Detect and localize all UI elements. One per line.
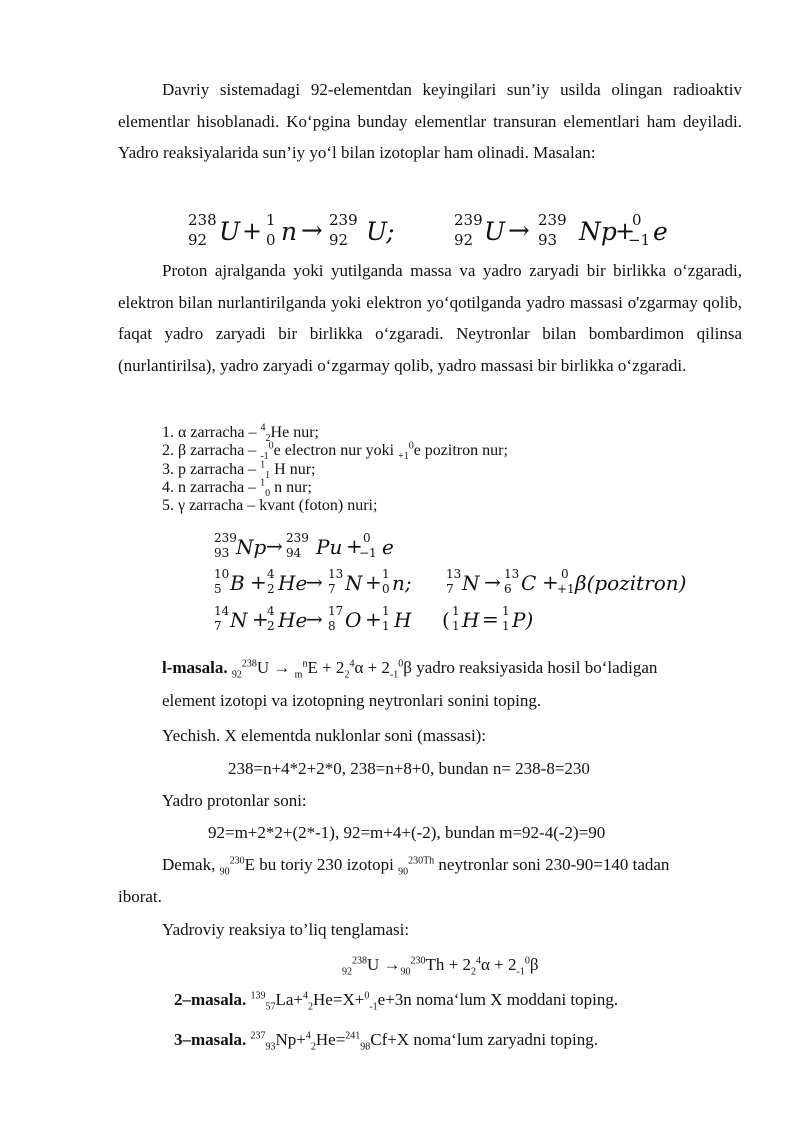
svg-text:239: 239 (454, 211, 483, 229)
svg-text:0: 0 (363, 531, 371, 545)
particle-list (162, 424, 508, 515)
svg-text:+: + (242, 217, 263, 245)
svg-text:239: 239 (538, 211, 567, 229)
solution-line-4: 92=m+2*2+(2*-1), 92=m+4+(-2), bundan m=92-4(-2)=90 (208, 823, 606, 842)
svg-text:0: 0 (382, 582, 390, 596)
svg-text:n;: n; (392, 571, 412, 595)
svg-text:He: He (278, 608, 308, 632)
task2-label: 2–masala. (174, 990, 247, 1009)
task3-line: 3–masala. $^{237}_{93}$Np+$^4_2$He=$^{241}_{98}$Cf+X noma‘lum zaryadni toping. (174, 1030, 599, 1053)
svg-text:→: → (508, 216, 530, 246)
svg-text:238: 238 (188, 211, 217, 229)
svg-text:+: + (615, 217, 636, 245)
svg-text:2: 2 (267, 619, 275, 633)
svg-text:13: 13 (328, 567, 344, 581)
svg-text:+: + (365, 607, 382, 631)
list-item: 1. α zarracha – $^4_2$He nur; (162, 422, 319, 445)
solution-line-8: $_{92}^{238}U \to_{90}^{230}Th + 2_2^4\alpha + 2_{-1}^0\beta$ (342, 955, 539, 978)
svg-text:→: → (266, 534, 283, 558)
svg-text:92: 92 (329, 231, 349, 249)
svg-text:92: 92 (188, 231, 208, 249)
paragraph-proton (118, 255, 742, 381)
solution-line-7: Yadroviy reaksiya to’liq tenglamasi: (162, 920, 410, 939)
svg-text:94: 94 (286, 546, 302, 560)
svg-text:0: 0 (561, 567, 569, 581)
solution-line-5: Demak, $_{90}^{230}$E bu toriy 230 izotopi $_{90}^{230Th}$ neytronlar soni 230-90=140 tadan (162, 855, 670, 878)
svg-text:Np: Np (579, 217, 617, 246)
svg-text:8: 8 (328, 619, 336, 633)
svg-text:93: 93 (214, 546, 230, 560)
svg-text:1: 1 (382, 567, 390, 581)
svg-text:n: n (281, 217, 298, 246)
task1-line: l-masala. $_{92}^{238}U \to _m^nE + 2_2^4\alpha + 2_{-1}^0\beta$ yadro reaksiyasida hosil bo‘ladigan (162, 658, 658, 681)
svg-text:1: 1 (382, 619, 390, 633)
svg-text:C: C (521, 571, 537, 595)
list-item: 4. n zarracha – $^1_0$ n nur; (162, 477, 312, 500)
svg-text:6: 6 (504, 582, 512, 596)
task1-cont: element izotopi va izotopning neytronlari sonini toping. (162, 691, 542, 710)
svg-text:4: 4 (267, 567, 275, 581)
svg-text:O: O (345, 608, 362, 632)
svg-text:N: N (345, 571, 363, 595)
svg-text:β(pozitron): β(pozitron) (575, 571, 687, 595)
task1-label: l-masala. (162, 658, 228, 677)
svg-text:e: e (382, 535, 394, 559)
task2-line: 2–masala. $^{139}_{57}$La+$^4_2$He=X+$^0_{-1}$e+3n noma‘lum X moddani toping. (174, 990, 619, 1013)
svg-text:+1: +1 (557, 582, 575, 596)
svg-text:→: → (306, 570, 323, 594)
svg-text:93: 93 (538, 231, 558, 249)
svg-text:0: 0 (632, 211, 642, 229)
svg-text:U: U (219, 217, 241, 246)
list-item: 2. β zarracha – $_{-1}^0$e electron nur yoki $_{+1}^0$e pozitron nur; (162, 440, 508, 463)
svg-text:P): P) (512, 608, 534, 632)
svg-text:Pu: Pu (316, 535, 343, 559)
svg-text:92: 92 (454, 231, 474, 249)
svg-text:→: → (484, 570, 501, 594)
svg-text:2: 2 (267, 582, 275, 596)
svg-text:7: 7 (214, 619, 222, 633)
solution-line-2: 238=n+4*2+2*0, 238=n+8+0, bundan n= 238-8=230 (228, 759, 590, 778)
svg-text:U;: U; (366, 217, 395, 246)
svg-text:+: + (250, 570, 267, 594)
solution-line-6: iborat. (118, 887, 162, 906)
svg-text:N: N (230, 608, 248, 632)
svg-text:H: H (462, 608, 480, 632)
svg-text:(: ( (442, 608, 450, 632)
svg-text:+: + (346, 534, 363, 558)
paragraph-intro (118, 74, 742, 169)
svg-text:239: 239 (329, 211, 358, 229)
svg-text:=: = (482, 607, 499, 631)
svg-text:1: 1 (502, 604, 510, 618)
svg-text:10: 10 (214, 567, 230, 581)
svg-text:U: U (484, 217, 506, 246)
svg-text:H: H (394, 608, 412, 632)
list-item: 5. γ zarracha – kvant (foton) nuri; (162, 497, 378, 515)
svg-text:Np: Np (236, 535, 267, 559)
svg-text:+: + (542, 570, 559, 594)
svg-text:239: 239 (286, 531, 309, 545)
svg-text:1: 1 (382, 604, 390, 618)
paragraph-intro-text: Davriy sistemadagi 92-elementdan keyingilari sun’iy usilda olingan radioaktiv elementlar hisoblanadi. Ko‘pgina bunday elementlar transuran elementlari ham deyiladi. Yadro reaksiyalarida sun’iy yo‘l bilan izotoplar ham olinadi. Masalan: (118, 80, 742, 162)
svg-text:5: 5 (214, 582, 222, 596)
svg-text:−1: −1 (628, 231, 651, 249)
svg-text:+: + (365, 570, 382, 594)
svg-text:4: 4 (267, 604, 275, 618)
task3-label: 3–masala. (174, 1030, 247, 1049)
svg-text:239: 239 (214, 531, 237, 545)
solution-line-3: Yadro protonlar soni: (162, 791, 307, 810)
svg-text:B: B (230, 571, 245, 595)
equation-block-nuclear (212, 528, 702, 640)
list-item: 3. p zarracha – $^1_1$ H nur; (162, 459, 316, 481)
paragraph-proton-text: Proton ajralganda yoki yutilganda massa va yadro zaryadi bir birlikka o‘zgaradi, elektron bilan nurlantirilganda yoki elektron yo‘qotilganda yadro massasi o'zgarmay qolib, faqat yadro zaryadi bir birlikka o‘zgaradi. Neytronlar bilan bombardimon qilinsa (nurlantirilsa), yadro zaryadi o‘zgarmay qolib, yadro massasi bir birlikka o‘zgaradi. (118, 261, 742, 375)
svg-text:He: He (278, 571, 308, 595)
svg-text:7: 7 (328, 582, 336, 596)
svg-text:7: 7 (446, 582, 454, 596)
svg-text:e: e (653, 217, 668, 246)
svg-text:−1: −1 (359, 546, 377, 560)
svg-text:1: 1 (266, 211, 276, 229)
svg-text:1: 1 (452, 604, 460, 618)
equation-uranium-neptunium (186, 205, 676, 249)
svg-text:+: + (252, 607, 269, 631)
solution-line-1: Yechish. X elementda nuklonlar soni (massasi): (162, 726, 487, 745)
svg-text:14: 14 (214, 604, 230, 618)
svg-text:→: → (306, 607, 323, 631)
svg-text:→: → (301, 216, 323, 246)
svg-text:1: 1 (452, 619, 460, 633)
svg-text:N: N (462, 571, 480, 595)
svg-text:13: 13 (504, 567, 520, 581)
svg-text:17: 17 (328, 604, 344, 618)
svg-text:1: 1 (502, 619, 510, 633)
svg-text:13: 13 (446, 567, 462, 581)
svg-text:0: 0 (266, 231, 276, 249)
